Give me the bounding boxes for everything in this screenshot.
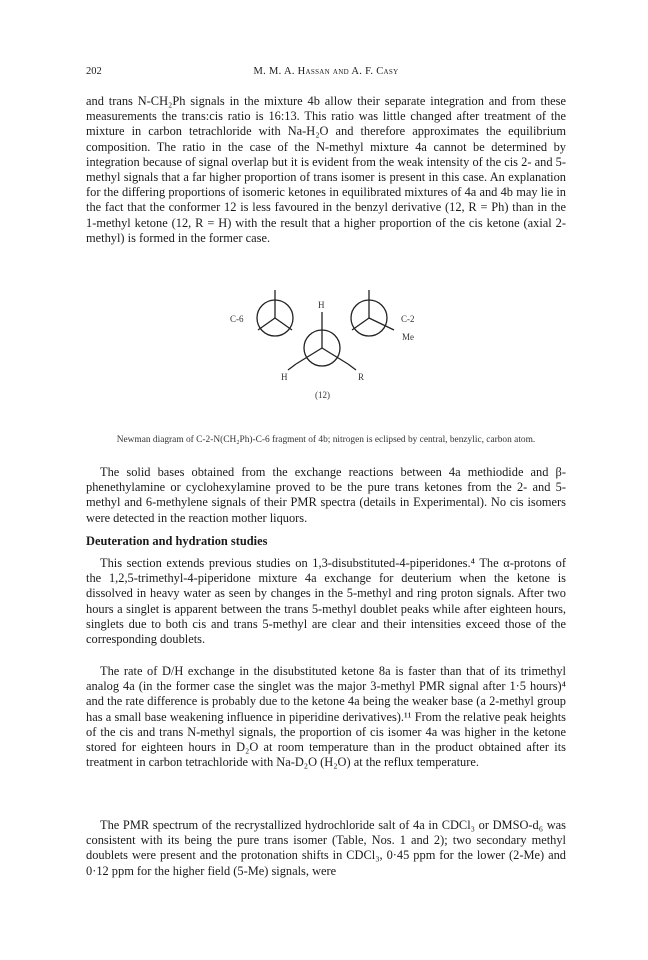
paragraph-2: [86, 465, 566, 526]
paragraph-4-text: The rate of D/H exchange in the disubstituted ketone 8a is faster than that of its trimethyl analog 4a (in the former case the singlet was the major 3-methyl PMR signal after 1·5 hours)⁴ and the rate difference is probably due to the ketone 4a being the weaker base (a 2-methyl group has a small base weakening influence in piperidine derivatives).¹¹ From the relative peak heights of the cis and trans N-methyl signals, the proportion of cis isomer 4a was higher in the ketone stored for eighteen hours in D₂O at room temperature than in the product obtained after its treatment in carbon tetrachloride with Na-D₂O (H₂O) at the reflux temperature.: [86, 664, 566, 770]
paragraph-1: and trans N-CH₂Ph signals in the mixture 4b allow their separate integration and from these measurements the trans:cis ratio is 16:13. This ratio was little changed after treatment of the mixture in carbon tetrachloride with Na-H₂O and therefore approximates the equilibrium composition. The ratio in the case of the N-methyl mixture 4a cannot be determined by integration because of signal overlap but it is evident from the weak intensity of the cis 2- and 5-methyl signals that a far higher proportion of trans isomer is present in this case. An explanation for the differing proportions of isomeric ketones in equilibrated mixtures of 4a and 4b may lie in the fact that the conformer 12 is less favoured in the benzyl derivative (12, R = Ph) than in the 1-methyl ketone (12, R = H) with the result that a higher proportion of the cis ketone (axial 2-methyl) is formed in the former case.: [86, 94, 566, 245]
paragraph-5: [86, 818, 566, 879]
running-head-authors: M. M. A. Hassan and A. F. Casy: [253, 66, 399, 77]
paragraph-5-text: The PMR spectrum of the recrystallized hydrochloride salt of 4a in CDCl₃ or DMSO-d₆ was consistent with its being the pure trans isomer (Table, Nos. 1 and 2); two secondary methyl doublets were present and the protonation shifts in CDCl₃, 0·45 ppm for the lower (2-Me) and 0·12 ppm for the higher field (5-Me) signals, were: [86, 818, 566, 878]
label-h-top: H: [318, 300, 325, 310]
figure-number: (12): [315, 390, 330, 400]
paragraph-3: [86, 556, 566, 647]
section-heading: Deuteration and hydration studies: [86, 534, 268, 548]
paragraph-3-text: This section extends previous studies on 1,3-disubstituted-4-piperidones.⁴ The α-protons of the 1,2,5-trimethyl-4-piperidone mixture 4a exchange for deuterium when the ketone is dissolved in heavy water as seen by changes in the 5-methyl and ring proton signals. After two hours a singlet is apparent between the trans 5-methyl doublet peaks while after eighteen hours, singlets due to both cis and trans 5-methyl are clear and their intensities exceed those of the corresponding doublets.: [86, 556, 566, 647]
label-c6: C-6: [230, 314, 244, 324]
label-h-bottom: H: [281, 372, 288, 382]
paragraph-4: [86, 664, 566, 770]
label-c2: C-2: [401, 314, 415, 324]
paragraph-2-text: The solid bases obtained from the exchange reactions between 4a methiodide and β-phenethylamine or cyclohexylamine proved to be the pure trans ketones from the 2- and 5-methyl and 6-methylene signals of their PMR spectra (details in Experimental). No cis isomers were detected in the reaction mother liquors.: [86, 465, 566, 525]
newman-diagram-svg: [150, 290, 500, 400]
figure-caption: Newman diagram of C-2-N(CH₂Ph)-C-6 fragment of 4b; nitrogen is eclipsed by central, benzylic, carbon atom.: [116, 435, 536, 445]
label-r: R: [358, 372, 365, 382]
label-me: Me: [402, 332, 414, 342]
running-header: [86, 66, 566, 82]
page-number: 202: [86, 66, 102, 77]
newman-diagram: [150, 290, 500, 400]
